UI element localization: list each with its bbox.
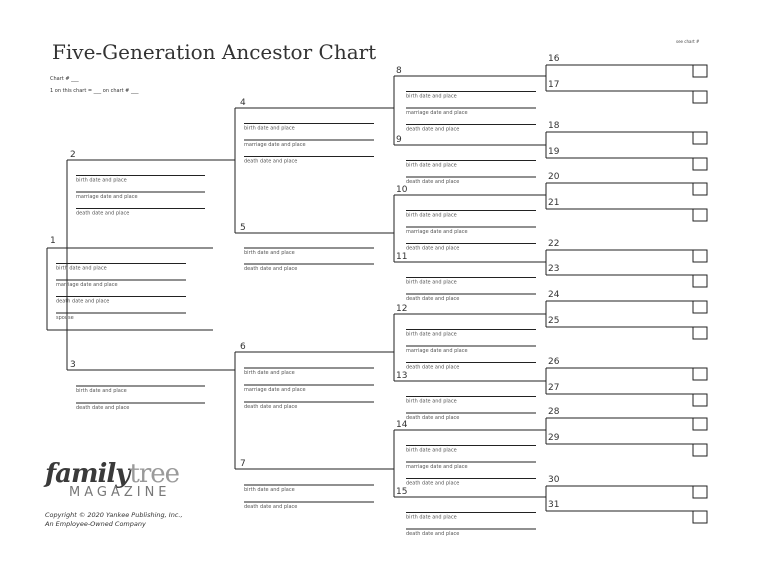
person-10-number: 10 bbox=[396, 185, 408, 195]
person-26-number: 26 bbox=[548, 357, 560, 367]
person-1-number: 1 bbox=[50, 236, 56, 246]
copyright-line-1: Copyright © 2020 Yankee Publishing, Inc., bbox=[45, 511, 183, 519]
person-17-number: 17 bbox=[548, 80, 560, 90]
person-1-death-label: death date and place bbox=[56, 298, 110, 305]
person-12-birth-label: birth date and place bbox=[406, 331, 457, 338]
copyright-line-2: An Employee-Owned Company bbox=[45, 520, 146, 528]
person-2-number: 2 bbox=[70, 150, 76, 160]
person-6-death-label: death date and place bbox=[244, 404, 298, 410]
person-9-birth-label: birth date and place bbox=[406, 162, 457, 169]
person-16-continuation-box[interactable] bbox=[693, 65, 707, 77]
person-30-number: 30 bbox=[548, 475, 560, 485]
person-13-death-label: death date and place bbox=[406, 415, 460, 421]
person-30-continuation-box[interactable] bbox=[693, 486, 707, 498]
person-4-death-label: death date and place bbox=[244, 158, 298, 165]
person-8-death-label: death date and place bbox=[406, 126, 460, 133]
person-11-birth-label: birth date and place bbox=[406, 279, 457, 286]
person-15-number: 15 bbox=[396, 487, 408, 497]
person-7-death-label: death date and place bbox=[244, 504, 298, 510]
person-2-birth-label: birth date and place bbox=[76, 177, 127, 184]
person-4-marriage-label: marriage date and place bbox=[244, 142, 306, 148]
on-this-chart-label: 1 on this chart = ___ on chart # ___ bbox=[50, 88, 139, 94]
person-21-continuation-box[interactable] bbox=[693, 209, 707, 221]
person-23-continuation-box[interactable] bbox=[693, 275, 707, 287]
person-5-number: 5 bbox=[240, 223, 246, 233]
person-20-continuation-box[interactable] bbox=[693, 183, 707, 195]
person-27-number: 27 bbox=[548, 383, 560, 393]
person-5-death-label: death date and place bbox=[244, 266, 298, 272]
familytree-logo bbox=[45, 459, 179, 500]
person-15-birth-label: birth date and place bbox=[406, 514, 457, 521]
person-16-number: 16 bbox=[548, 54, 560, 64]
person-22-number: 22 bbox=[548, 239, 560, 249]
person-11-death-label: death date and place bbox=[406, 296, 460, 302]
person-2-marriage-label: marriage date and place bbox=[76, 194, 138, 200]
chart-number-label: Chart # ___ bbox=[50, 76, 79, 82]
person-4-birth-label: birth date and place bbox=[244, 125, 295, 132]
title: Five-Generation Ancestor Chart bbox=[52, 40, 377, 64]
person-10-birth-label: birth date and place bbox=[406, 212, 457, 219]
person-8-birth-label: birth date and place bbox=[406, 93, 457, 100]
person-3-death-label: death date and place bbox=[76, 405, 130, 411]
logo-bold-text: family bbox=[45, 459, 130, 489]
person-6-marriage-label: marriage date and place bbox=[244, 387, 306, 393]
person-19-number: 19 bbox=[548, 147, 560, 157]
person-1-spouse-label: spouse bbox=[56, 315, 74, 321]
person-7-number: 7 bbox=[240, 459, 246, 469]
person-7-birth-label: birth date and place bbox=[244, 487, 295, 493]
person-5-birth-label: birth date and place bbox=[244, 250, 295, 256]
person-8-marriage-label: marriage date and place bbox=[406, 110, 468, 116]
person-18-continuation-box[interactable] bbox=[693, 132, 707, 144]
person-25-number: 25 bbox=[548, 316, 560, 326]
person-13-number: 13 bbox=[396, 371, 408, 381]
person-27-continuation-box[interactable] bbox=[693, 394, 707, 406]
person-23-number: 23 bbox=[548, 264, 560, 274]
person-1-marriage-label: marriage date and place bbox=[56, 282, 118, 288]
logo-light-text: tree bbox=[129, 459, 180, 489]
person-12-marriage-label: marriage date and place bbox=[406, 348, 468, 354]
person-22-continuation-box[interactable] bbox=[693, 250, 707, 262]
person-20-number: 20 bbox=[548, 172, 560, 182]
copyright bbox=[45, 511, 183, 529]
person-25-continuation-box[interactable] bbox=[693, 327, 707, 339]
person-31-number: 31 bbox=[548, 500, 560, 510]
person-10-death-label: death date and place bbox=[406, 245, 460, 252]
person-6-number: 6 bbox=[240, 342, 246, 352]
person-14-number: 14 bbox=[396, 420, 408, 430]
person-3-number: 3 bbox=[70, 360, 76, 370]
person-8-number: 8 bbox=[396, 66, 402, 76]
person-29-number: 29 bbox=[548, 433, 560, 443]
person-9-number: 9 bbox=[396, 135, 402, 145]
person-28-continuation-box[interactable] bbox=[693, 418, 707, 430]
person-24-number: 24 bbox=[548, 290, 560, 300]
person-21-number: 21 bbox=[548, 198, 560, 208]
person-14-birth-label: birth date and place bbox=[406, 447, 457, 454]
person-6-birth-label: birth date and place bbox=[244, 370, 295, 376]
person-3-birth-label: birth date and place bbox=[76, 388, 127, 394]
person-9-death-label: death date and place bbox=[406, 179, 460, 185]
person-28-number: 28 bbox=[548, 407, 560, 417]
logo-sub-text: MAGAZINE bbox=[69, 485, 171, 500]
person-10-marriage-label: marriage date and place bbox=[406, 229, 468, 235]
person-2-death-label: death date and place bbox=[76, 210, 130, 217]
see-chart-label: see chart # bbox=[676, 39, 700, 44]
person-18-number: 18 bbox=[548, 121, 560, 131]
person-15-death-label: death date and place bbox=[406, 531, 460, 537]
person-13-birth-label: birth date and place bbox=[406, 398, 457, 405]
person-4-number: 4 bbox=[240, 98, 246, 108]
person-12-number: 12 bbox=[396, 304, 408, 314]
person-29-continuation-box[interactable] bbox=[693, 444, 707, 456]
person-1-birth-label: birth date and place bbox=[56, 265, 107, 272]
person-19-continuation-box[interactable] bbox=[693, 158, 707, 170]
person-11-number: 11 bbox=[396, 252, 408, 262]
person-12-death-label: death date and place bbox=[406, 364, 460, 371]
person-31-continuation-box[interactable] bbox=[693, 511, 707, 523]
person-24-continuation-box[interactable] bbox=[693, 301, 707, 313]
person-14-death-label: death date and place bbox=[406, 480, 460, 487]
person-14-marriage-label: marriage date and place bbox=[406, 464, 468, 470]
person-17-continuation-box[interactable] bbox=[693, 91, 707, 103]
person-26-continuation-box[interactable] bbox=[693, 368, 707, 380]
